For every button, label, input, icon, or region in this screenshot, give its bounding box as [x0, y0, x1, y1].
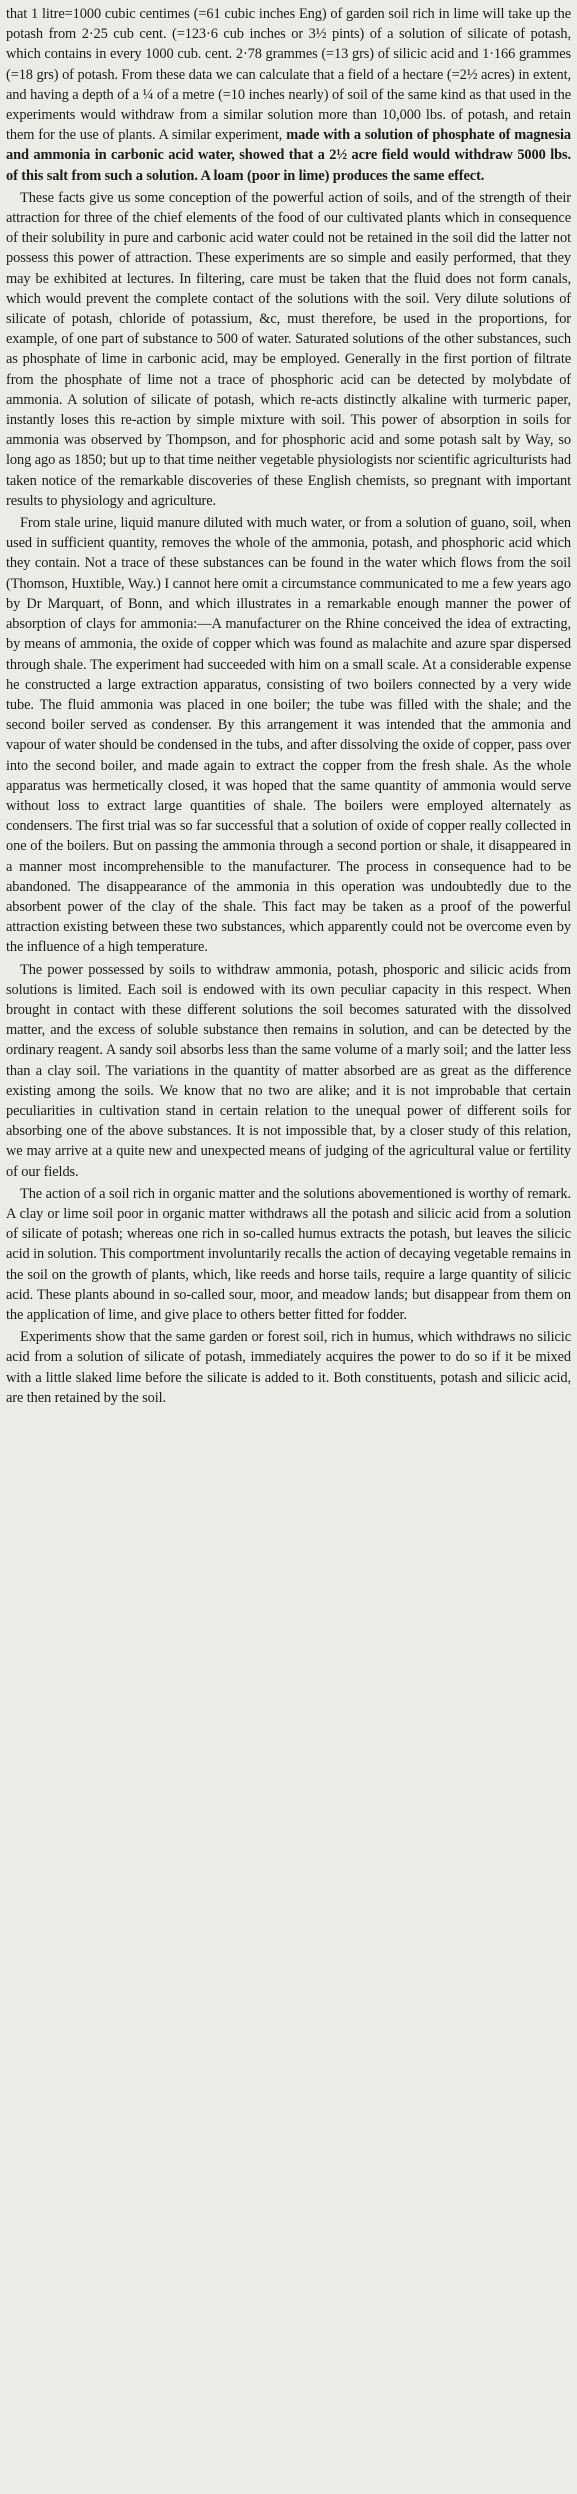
article-paragraph-4	[6, 960, 571, 1182]
article-paragraph-2	[6, 188, 571, 511]
article-paragraph-3	[6, 513, 571, 957]
paragraph-text: These facts give us some conception of the powerful action of soils, and of the strength of their attraction for three of the chief elements of the food of our cultivated plants which in consequence of their solubility in pure and carbonic acid water could not be retained in the soil did the latter not possess this power of attraction. These experiments are so simple and easily performed, that they may be exhibited at lectures. In filtering, care must be taken that the fluid does not form canals, which would prevent the complete contact of the solutions with the soil. Very dilute solutions of silicate of potash, chloride of potassium, &c, must therefore, be used in the proportions, for example, of one part of substance to 500 of water. Saturated solutions of the other substances, such as phosphate of lime in carbonic acid, may be employed. Generally in the first portion of filtrate from the phosphate of lime not a trace of phosphoric acid can be detected by molybdate of ammonia. A solution of silicate of potash, which re-acts distinctly alkaline with turmeric paper, instantly loses this re-action by simple mixture with soil. This power of absorption in soils for ammonia was observed by Thompson, and for phosphoric acid and some potash salt by Way, so long ago as 1850; but up to that time neither vegetable physiologists nor scientific agriculturists had taken notice of the remarkable discoveries of these English chemists, so pregnant with important results to physiology and agriculture.	[6, 189, 571, 509]
article-column	[6, 4, 571, 1408]
article-paragraph-6	[6, 1327, 571, 1408]
article-paragraph-5	[6, 1184, 571, 1325]
paragraph-text: that 1 litre=1000 cubic centimes (=61 cubic inches Eng) of garden soil rich in lime will take up the potash from 2·25 cub cent. (=123·6 cub inches or 3½ pints) of a solution of silicate of potash, which contains in every 1000 cub. cent. 2·78 grammes (=13 grs) of silicic acid and 1·166 grammes (=18 grs) of potash. From these data we can calculate that a field of a hectare (=2½ acres) in extent, and having a depth of a ¼ of a metre (=10 inches nearly) of soil of the same kind as that used in the experiments would withdraw from a similar solution more than 10,000 lbs. of potash, and retain them for the use of plants. A similar experiment,	[6, 6, 571, 144]
paragraph-text: The action of a soil rich in organic matter and the solutions abovementioned is worthy of remark. A clay or lime soil poor in organic matter withdraws all the potash and silicic acid from a solution of silicate of potash; whereas one rich in so-called humus extracts the potash, but leaves the silicic acid in solution. This comportment involuntarily recalls the action of decaying vegetable remains in the soil on the growth of plants, which, like reeds and horse tails, require a large quantity of silicic acid. These plants abound in so-called sour, moor, and meadow lands; but disappear from them on the application of lime, and give place to others better fitted for fodder.	[6, 1185, 571, 1323]
paragraph-text: From stale urine, liquid manure diluted with much water, or from a solution of guano, soil, when used in sufficient quantity, removes the whole of the ammonia, potash, and phosphoric acid which they contain. Not a trace of these substances can be found in the water which flows from the soil (Thomson, Huxtible, Way.) I cannot here omit a circumstance communicated to me a few years ago by Dr Marquart, of Bonn, and which illustrates in a remarkable enough manner the power of absorption of clays for ammonia:—A manufacturer on the Rhine conceived the idea of extracting, by means of ammonia, the oxide of copper which was found as malachite and azure spar dispersed through shale. The experiment had succeeded with him on a small scale. At a considerable expense he constructed a large extraction apparatus, consisting of two boilers connected by a very wide tube. The fluid ammonia was placed in one boiler; the tube was filled with the shale; and the second boiler served as condenser. By this arrangement it was intended that the ammonia and vapour of water should be condensed in the tubs, and after dissolving the oxide of copper, pass over into the second boiler, and made again to extract the copper from the fresh shale. As the whole apparatus was hermetically closed, it was hoped that the same quantity of ammonia would serve without loss to extract large quantities of shale. The boilers were employed alternately as condensers. The first trial was so far successful that a solution of oxide of copper really collected in one of the boilers. But on passing the ammonia through a second portion or shale, it disappeared in a manner most incomprehensible to the manufacturer. The process in consequence had to be abandoned. The disappearance of the ammonia in this operation was undoubtedly due to the absorbent power of the clay of the shale. This fact may be taken as a proof of the powerful attraction existing between these two substances, which apparently could not be overcome even by the influence of a high temperature.	[6, 515, 571, 956]
emphasized-text: made with a solution of phosphate of magnesia and ammonia in carbonic acid water, showed that a 2½ acre field would withdraw 5000 lbs. of this salt from such a solution. A loam (poor in lime) produces the same effect.	[6, 127, 571, 184]
paragraph-text: The power possessed by soils to withdraw ammonia, potash, phosporic and silicic acids from solutions is limited. Each soil is endowed with its own peculiar capacity in this respect. When brought in contact with these different solutions the soil becomes saturated with the dissolved matter, and the excess of soluble substance then remains in solution, and can be detected by the ordinary reagent. A sandy soil absorbs less than the same volume of a marly soil; and the latter less than a clay soil. The variations in the quantity of matter absorbed are as great as the difference existing among the soils. We know that no two are alike; and it is not improbable that certain peculiarities in cultivation stand in certain relation to the unequal power of different soils for absorbing one of the above substances. It is not impossible that, by a closer study of this relation, we may arrive at a quite new and unexpected means of judging of the agricultural value or fertility of our fields.	[6, 961, 571, 1180]
article-paragraph-1	[6, 4, 571, 186]
paragraph-text: Experiments show that the same garden or forest soil, rich in humus, which withdraws no silicic acid from a solution of silicate of potash, immediately acquires the power to do so if it be mixed with a little slaked lime before the silicate is added to it. Both constituents, potash and silicic acid, are then retained by the soil.	[6, 1329, 571, 1406]
